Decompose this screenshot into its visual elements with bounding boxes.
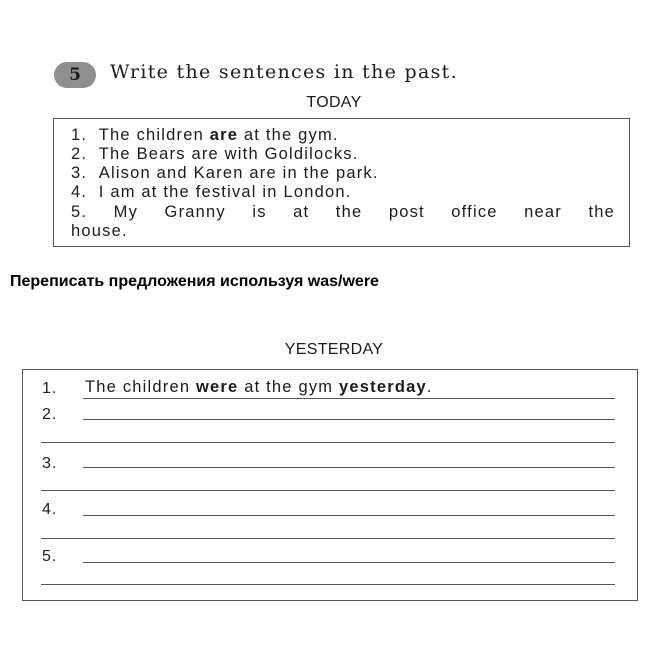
today-heading: TODAY: [306, 94, 362, 111]
yesterday-answer-box: [22, 369, 638, 601]
today-sentence-4: 4. I am at the festival in London.: [71, 183, 352, 201]
today-sentence-1: 1. The children are at the gym.: [71, 126, 339, 144]
answer-line-5[interactable]: [83, 562, 615, 563]
answer-number-5: 5.: [42, 548, 58, 565]
answer-line-3-continued[interactable]: [41, 490, 615, 491]
today-sentence-3: 3. Alison and Karen are in the park.: [71, 164, 379, 182]
answer-line-2[interactable]: [83, 419, 615, 420]
answer-line-5-continued[interactable]: [41, 584, 615, 585]
bold-verb: are: [209, 126, 239, 144]
bold-verb: were: [195, 378, 239, 396]
answer-line-1[interactable]: [83, 398, 615, 399]
answer-number-3: 3.: [42, 455, 58, 472]
today-sentence-5-continued: house.: [71, 222, 128, 240]
answer-number-4: 4.: [42, 501, 58, 518]
exercise-number-badge: 5: [54, 62, 96, 88]
russian-instruction: Переписать предложения используя was/were: [10, 273, 379, 290]
answer-number-1: 1.: [42, 380, 58, 397]
answer-number-2: 2.: [42, 406, 58, 423]
answer-line-2-continued[interactable]: [41, 442, 615, 443]
yesterday-heading: YESTERDAY: [284, 341, 384, 358]
example-answer: The children were at the gym yesterday.: [85, 378, 433, 396]
answer-line-3[interactable]: [83, 467, 615, 468]
today-sentences-box: [53, 118, 630, 247]
answer-line-4-continued[interactable]: [41, 538, 615, 539]
today-sentence-5: 5. My Granny is at the post office near the: [71, 203, 615, 221]
answer-line-4[interactable]: [83, 515, 615, 516]
exercise-instruction: Write the sentences in the past.: [110, 61, 458, 83]
bold-time-word: yesterday: [339, 378, 427, 396]
today-sentence-2: 2. The Bears are with Goldilocks.: [71, 145, 359, 163]
